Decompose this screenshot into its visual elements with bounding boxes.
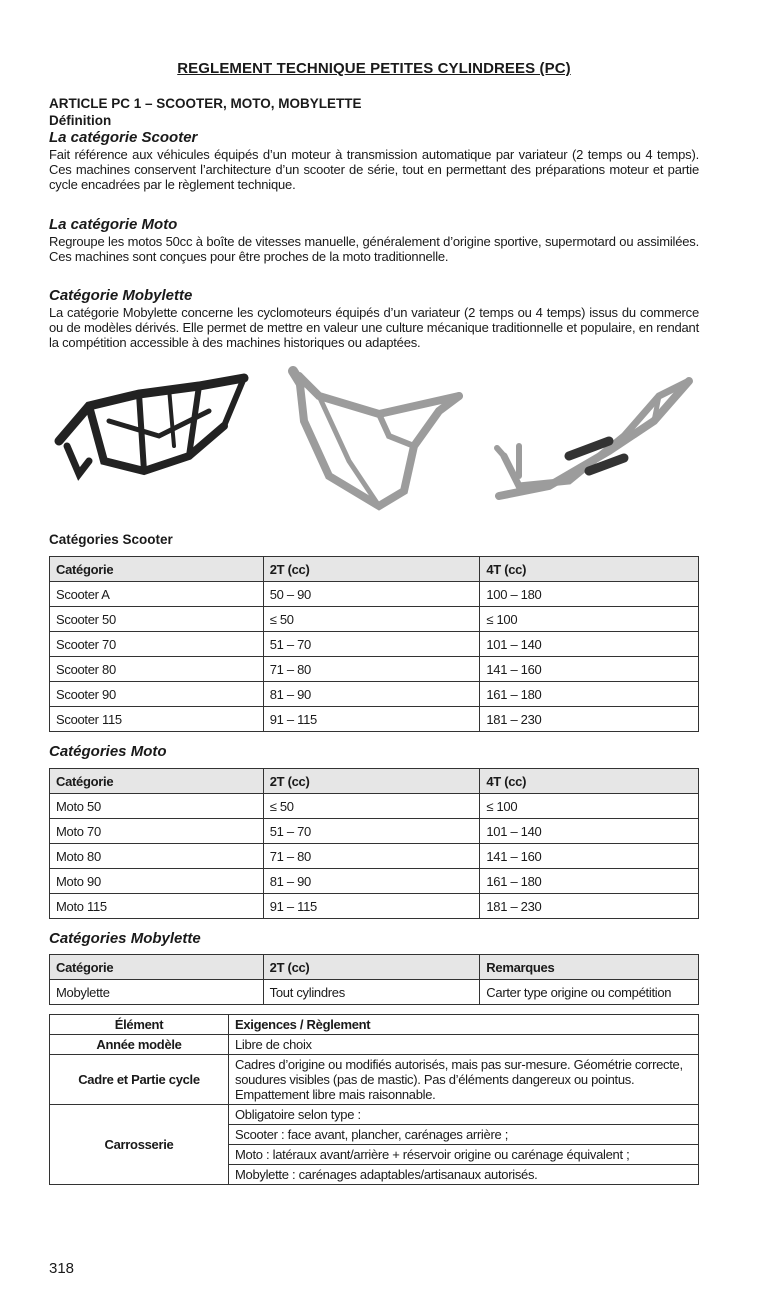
table-cell: Scooter : face avant, plancher, carénages arrière ; [229, 1125, 699, 1145]
frame-illustrations [49, 366, 699, 511]
mobylette-table-caption: Catégories Mobylette [49, 930, 201, 947]
header-cell: Remarques [480, 955, 699, 980]
table-row [50, 980, 699, 1005]
header-cell: Catégorie [50, 955, 264, 980]
table-cell: Moto 90 [50, 869, 264, 894]
table-cell: 161 – 180 [480, 869, 699, 894]
table-cell: 91 – 115 [263, 707, 480, 732]
mobylette-table [49, 954, 699, 1005]
row-label: Carrosserie [50, 1105, 229, 1185]
table-cell: 181 – 230 [480, 707, 699, 732]
table-cell: 141 – 160 [480, 844, 699, 869]
table-cell: ≤ 100 [480, 794, 699, 819]
table-cell: Mobylette [50, 980, 264, 1005]
table-cell: Mobylette : carénages adaptables/artisanaux autorisés. [229, 1165, 699, 1185]
row-label: Cadre et Partie cycle [50, 1055, 229, 1105]
page-number: 318 [49, 1260, 75, 1277]
table-cell: Obligatoire selon type : [229, 1105, 699, 1125]
section-text: La catégorie Mobylette concerne les cyclomoteurs équipés d’un variateur (2 temps ou 4 temps) issus du commerce ou de modèles dérivés. Elle permet de mettre en valeur une culture mécanique traditionnelle et populaire, en rendant la compétition accessible à des machines historiques ou adaptées. [49, 305, 699, 350]
table-row [50, 894, 699, 919]
table-cell: Tout cylindres [263, 980, 480, 1005]
table-cell: Moto 80 [50, 844, 264, 869]
table-header-row [50, 557, 699, 582]
section-scooter [49, 129, 699, 192]
table-row [50, 682, 699, 707]
table-cell: Moto 115 [50, 894, 264, 919]
section-heading: La catégorie Moto [49, 216, 178, 233]
scooter-table [49, 556, 699, 732]
moto-table-caption: Catégories Moto [49, 743, 167, 760]
table-cell: 81 – 90 [263, 869, 480, 894]
header-cell: Élément [50, 1015, 229, 1035]
table-header-row [50, 769, 699, 794]
header-cell: 4T (cc) [480, 769, 699, 794]
table-cell: Moto : latéraux avant/arrière + réservoir origine ou carénage équivalent ; [229, 1145, 699, 1165]
table-cell: 101 – 140 [480, 632, 699, 657]
scooter-table-caption: Catégories Scooter [49, 532, 173, 547]
table-cell: Scooter 50 [50, 607, 264, 632]
table-cell: Scooter 70 [50, 632, 264, 657]
header-cell: Catégorie [50, 557, 264, 582]
header-cell: 2T (cc) [263, 769, 480, 794]
section-heading: Catégorie Mobylette [49, 287, 193, 304]
table-cell: Scooter A [50, 582, 264, 607]
header-cell: 2T (cc) [263, 955, 480, 980]
header-cell: 4T (cc) [480, 557, 699, 582]
table-row [50, 657, 699, 682]
table-row [50, 1105, 699, 1125]
moto-table [49, 768, 699, 919]
table-cell: 100 – 180 [480, 582, 699, 607]
table-cell: 91 – 115 [263, 894, 480, 919]
page-title: REGLEMENT TECHNIQUE PETITES CYLINDREES (PC) [177, 60, 571, 77]
table-row [50, 632, 699, 657]
table-cell: ≤ 100 [480, 607, 699, 632]
table-cell: 51 – 70 [263, 819, 480, 844]
table-cell: 50 – 90 [263, 582, 480, 607]
table-cell: 81 – 90 [263, 682, 480, 707]
table-cell: 181 – 230 [480, 894, 699, 919]
table-cell: Moto 50 [50, 794, 264, 819]
mobylette-frame-image [497, 381, 689, 496]
requirements-table [49, 1014, 699, 1185]
table-cell: Moto 70 [50, 819, 264, 844]
section-moto [49, 216, 699, 264]
table-header-row [50, 1015, 699, 1035]
section-text: Fait référence aux véhicules équipés d’un moteur à transmission automatique par variateur (2 temps ou 4 temps). Ces machines conservent l’architecture d’un scooter de série, tout en permettant des préparations moteur et partie cycle encadrées par le règlement technique. [49, 147, 699, 192]
header-cell: Catégorie [50, 769, 264, 794]
moto-frame-image [293, 371, 459, 506]
table-header-row [50, 955, 699, 980]
table-cell: Libre de choix [229, 1035, 699, 1055]
table-cell: 161 – 180 [480, 682, 699, 707]
table-row [50, 819, 699, 844]
table-cell: ≤ 50 [263, 794, 480, 819]
table-row [50, 844, 699, 869]
table-cell: Scooter 90 [50, 682, 264, 707]
article-heading: ARTICLE PC 1 – SCOOTER, MOTO, MOBYLETTE [49, 96, 362, 111]
table-row [50, 1035, 699, 1055]
table-cell: 141 – 160 [480, 657, 699, 682]
header-cell: 2T (cc) [263, 557, 480, 582]
header-cell: Exigences / Règlement [229, 1015, 699, 1035]
row-label: Année modèle [50, 1035, 229, 1055]
table-cell: Scooter 80 [50, 657, 264, 682]
table-cell: 71 – 80 [263, 844, 480, 869]
table-row [50, 607, 699, 632]
section-text: Regroupe les motos 50cc à boîte de vitesses manuelle, généralement d’origine sportive, supermotard ou assimilées. Ces machines sont conçues pour être proches de la moto traditionnelle. [49, 234, 699, 264]
definition-label: Définition [49, 113, 112, 128]
table-row [50, 1055, 699, 1105]
table-cell: 101 – 140 [480, 819, 699, 844]
table-row [50, 707, 699, 732]
table-cell: Carter type origine ou compétition [480, 980, 699, 1005]
table-row [50, 869, 699, 894]
table-cell: ≤ 50 [263, 607, 480, 632]
table-cell: 71 – 80 [263, 657, 480, 682]
table-cell: Scooter 115 [50, 707, 264, 732]
section-mobylette [49, 287, 699, 350]
table-cell: Cadres d’origine ou modifiés autorisés, mais pas sur-mesure. Géométrie correcte, soudures visibles (pas de mastic). Pas d’éléments dangereux ou pointus. Empattement libre mais raisonnable. [229, 1055, 699, 1105]
table-cell: 51 – 70 [263, 632, 480, 657]
scooter-frame-image [59, 378, 244, 474]
table-row [50, 794, 699, 819]
table-row [50, 582, 699, 607]
section-heading: La catégorie Scooter [49, 129, 198, 146]
